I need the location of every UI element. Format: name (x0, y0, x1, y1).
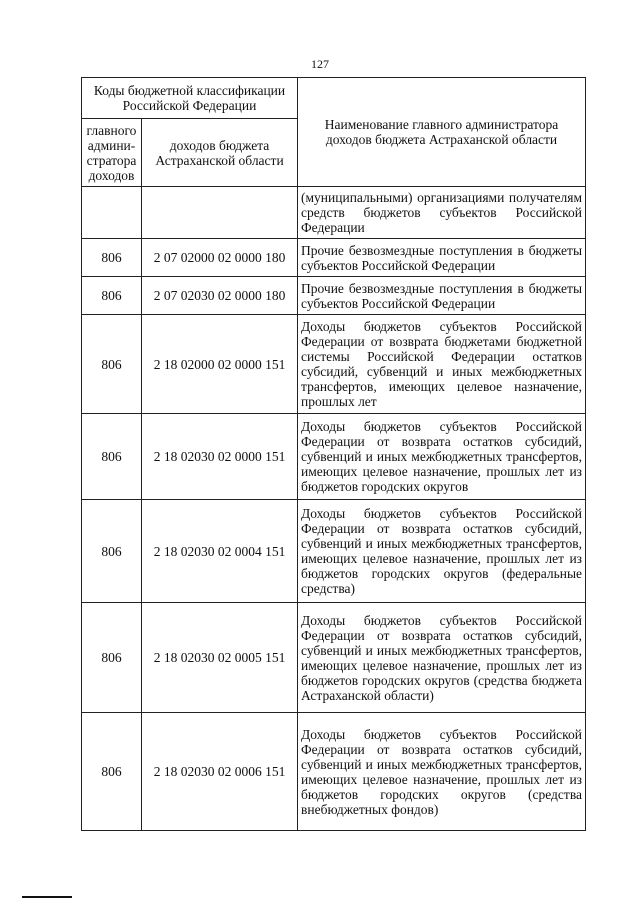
admin-code-cell (82, 187, 142, 239)
header-admin-column: главного админи-стратора доходов (82, 119, 142, 187)
income-name-cell: (муниципальными) организациями получателям средств бюджетов субъектов Российской Федерации (298, 187, 586, 239)
budget-classification-table (81, 77, 586, 831)
income-name-cell: Доходы бюджетов субъектов Российской Федерации от возврата остатков субсидий, субвенций и иных межбюджетных трансфертов, имеющих целевое назначение, прошлых лет из бюджетов городских округов (федеральные средства) (298, 500, 586, 603)
income-code-cell: 2 18 02030 02 0000 151 (142, 414, 298, 500)
income-code-cell: 2 18 02000 02 0000 151 (142, 315, 298, 414)
income-name-cell: Доходы бюджетов субъектов Российской Федерации от возврата остатков субсидий, субвенций и иных межбюджетных трансфертов, имеющих целевое назначение, прошлых лет из бюджетов городских округов (298, 414, 586, 500)
table-row (82, 603, 586, 713)
admin-code-cell: 806 (82, 315, 142, 414)
income-name-cell: Прочие безвозмездные поступления в бюджеты субъектов Российской Федерации (298, 277, 586, 315)
income-name-cell: Доходы бюджетов субъектов Российской Федерации от возврата остатков субсидий, субвенций и иных межбюджетных трансфертов, имеющих целевое назначение, прошлых лет из бюджетов городских округов (средства внебюджетных фондов) (298, 713, 586, 831)
header-group-title: Коды бюджетной классификации Российской Федерации (82, 78, 298, 119)
table-row (82, 187, 586, 239)
admin-code-cell: 806 (82, 277, 142, 315)
income-code-cell (142, 187, 298, 239)
income-name-cell: Доходы бюджетов субъектов Российской Федерации от возврата бюджетами бюджетной системы Российской Федерации остатков субсидий, субвенций и иных межбюджетных трансфертов, имеющих целевое назначение, прошлых лет (298, 315, 586, 414)
income-code-cell: 2 07 02030 02 0000 180 (142, 277, 298, 315)
table-row (82, 500, 586, 603)
admin-code-cell: 806 (82, 713, 142, 831)
header-name-column: Наименование главного администратора доходов бюджета Астраханской области (298, 78, 586, 187)
admin-code-cell: 806 (82, 603, 142, 713)
table-row (82, 239, 586, 277)
table-row (82, 713, 586, 831)
table-header-row (82, 78, 586, 119)
table-row (82, 315, 586, 414)
income-name-cell: Прочие безвозмездные поступления в бюджеты субъектов Российской Федерации (298, 239, 586, 277)
admin-code-cell: 806 (82, 239, 142, 277)
header-income-column: доходов бюджета Астраханской области (142, 119, 298, 187)
income-code-cell: 2 07 02000 02 0000 180 (142, 239, 298, 277)
income-name-cell: Доходы бюджетов субъектов Российской Федерации от возврата остатков субсидий, субвенций и иных межбюджетных трансфертов, имеющих целевое назначение, прошлых лет из бюджетов городских округов (средства бюджета Астраханской области) (298, 603, 586, 713)
income-code-cell: 2 18 02030 02 0005 151 (142, 603, 298, 713)
footnote-separator (22, 896, 72, 898)
admin-code-cell: 806 (82, 500, 142, 603)
income-code-cell: 2 18 02030 02 0004 151 (142, 500, 298, 603)
admin-code-cell: 806 (82, 414, 142, 500)
page-number: 127 (311, 57, 329, 71)
table-row (82, 277, 586, 315)
income-code-cell: 2 18 02030 02 0006 151 (142, 713, 298, 831)
table-row (82, 414, 586, 500)
